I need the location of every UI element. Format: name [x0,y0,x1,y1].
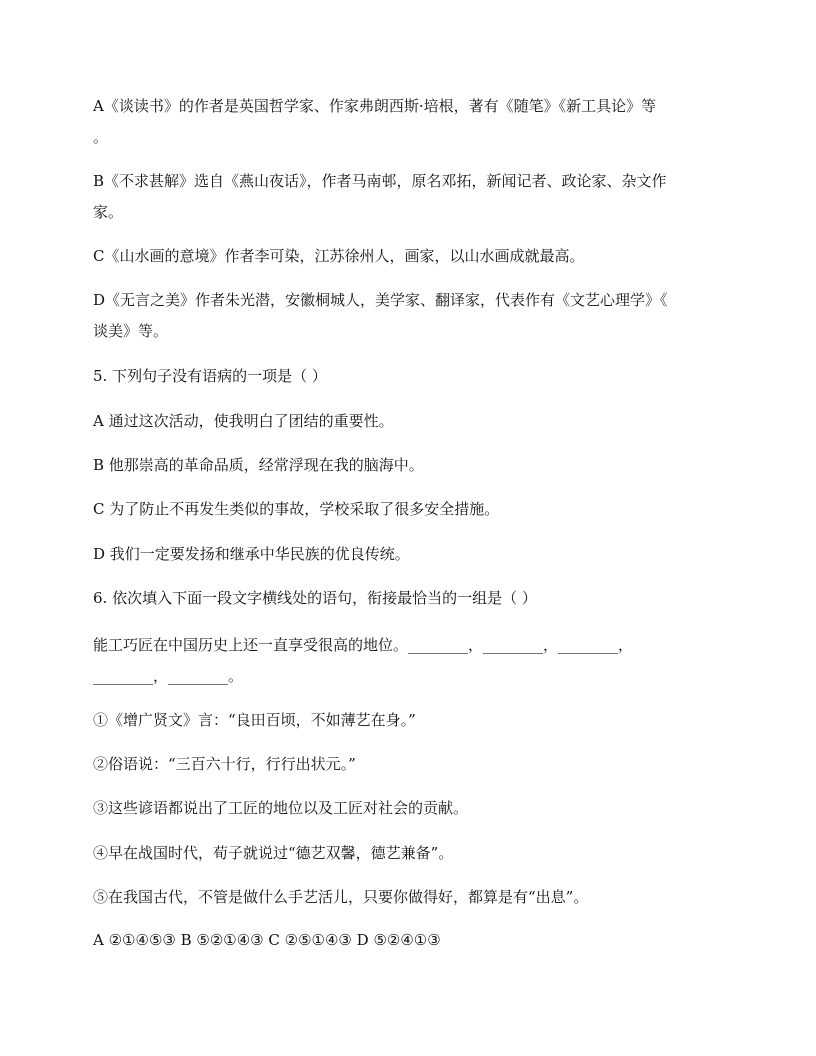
question-5-option-a: A 通过这次活动，使我明白了团结的重要性。 [93,412,394,430]
question-5-option-c: C 为了防止不再发生类似的事故，学校采取了很多安全措施。 [93,500,500,518]
option-c-line: C《山水画的意境》作者李可染，江苏徐州人，画家，以山水画成就最高。 [93,247,585,265]
question-6-options: A ②①④⑤③ B ⑤②①④③ C ②⑤①④③ D ⑤②④①③ [93,931,441,949]
passage-line-2: ________，________。 [93,667,244,685]
option-d-line-2: 谈美》等。 [93,322,169,340]
sentence-4: ④早在战国时代，荀子就说过“德艺双馨，德艺兼备”。 [93,844,454,862]
option-b-line-2: 家。 [93,203,124,221]
sentence-2: ②俗语说：“三百六十行，行行出状元。” [93,755,356,773]
sentence-3: ③这些谚语都说出了工匠的地位以及工匠对社会的贡献。 [93,799,469,817]
question-5-option-d: D 我们一定要发扬和继承中华民族的优良传统。 [93,545,410,563]
option-b-line-1: B《不求甚解》选自《燕山夜话》，作者马南邨，原名邓拓，新闻记者、政论家、杂文作 [93,172,667,190]
passage-line-1: 能工巧匠在中国历史上还一直享受很高的地位。________，________，________， [93,636,634,654]
option-a-line-2: 。 [93,128,109,146]
option-d-line-1: D《无言之美》作者朱光潜，安徽桐城人，美学家、翻译家，代表作有《文艺心理学》《 [93,291,668,309]
question-6-stem: 6. 依次填入下面一段文字横线处的语句，衔接最恰当的一组是（ ） [93,589,537,607]
sentence-1: ①《增广贤文》言：“良田百顷，不如薄艺在身。” [93,711,416,729]
question-5-stem: 5. 下列句子没有语病的一项是（ ） [93,367,327,385]
question-5-option-b: B 他那崇高的革命品质，经常浮现在我的脑海中。 [93,456,424,474]
sentence-5: ⑤在我国古代，不管是做什么手艺活儿，只要你做得好，都算是有“出息”。 [93,888,589,906]
option-a-line-1: A《谈读书》的作者是英国哲学家、作家弗朗西斯·培根，著有《随笔》《新工具论》等 [93,97,657,115]
